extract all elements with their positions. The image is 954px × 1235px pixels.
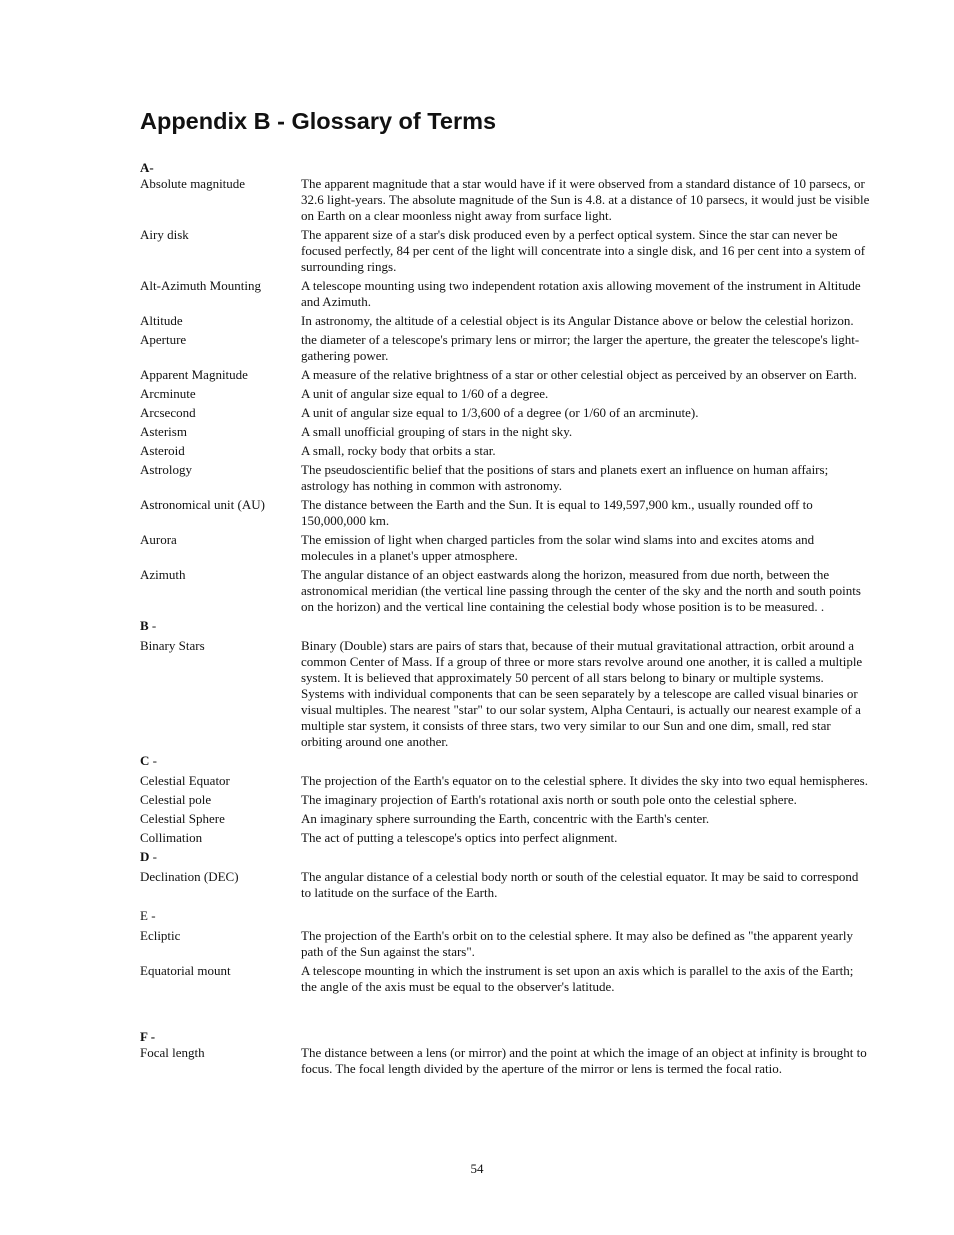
glossary-entry (140, 313, 870, 329)
entry-definition: Binary (Double) stars are pairs of stars that, because of their mutual gravitational attraction, orbit around a common Center of Mass. If a group of three or more stars revolve around one another, it is called a multiple system. It is believed that approximately 50 percent of all stars belong to binary or multiple systems. Systems with individual components that can be seen separately by a telescope are called visual binaries or visual multiples. The nearest "star" to our solar system, Alpha Centauri, is actually our nearest example of a multiple star system, it consists of three stars, two very similar to our Sun and one dim, small, red star orbiting around one another. (301, 638, 863, 749)
entry-term: Astrology (140, 462, 192, 477)
glossary-entry (140, 811, 870, 827)
entry-term: Apparent Magnitude (140, 367, 248, 382)
entry-definition: An imaginary sphere surrounding the Earth, concentric with the Earth's center. (301, 811, 710, 826)
glossary-entry (140, 773, 870, 789)
section-heading-a: A- (140, 160, 154, 175)
glossary-entry (140, 424, 870, 440)
glossary-entry (140, 792, 870, 808)
glossary-entry (140, 176, 870, 224)
entry-definition: The projection of the Earth's orbit on to the celestial sphere. It may also be defined as "the apparent yearly path of the Sun against the stars". (301, 928, 854, 959)
entry-term: Airy disk (140, 227, 189, 242)
glossary-entry (140, 405, 870, 421)
entry-definition: The angular distance of an object eastwards along the horizon, measured from due north, between the astronomical meridian (the vertical line passing through the center of the sky and the north and south points on the horizon) and the vertical line containing the celestial body whose position is to be measured. . (301, 567, 861, 614)
entry-term: Celestial pole (140, 792, 212, 807)
entry-definition: The act of putting a telescope's optics into perfect alignment. (301, 830, 618, 845)
entry-definition: The distance between a lens (or mirror) and the point at which the image of an object at infinity is brought to focus. The focal length divided by the aperture of the mirror or lens is termed the focal ratio. (301, 1045, 867, 1076)
page-number: 54 (470, 1161, 484, 1176)
entry-definition: A unit of angular size equal to 1/3,600 of a degree (or 1/60 of an arcminute). (301, 405, 699, 420)
entry-definition: A small unofficial grouping of stars in the night sky. (301, 424, 573, 439)
glossary-entry (140, 367, 870, 383)
glossary-entry (140, 278, 870, 310)
entry-definition: The apparent magnitude that a star would have if it were observed from a standard distance of 10 parsecs, or 32.6 light-years. The absolute magnitude of the Sun is 4.8. at a distance of 10 parsecs, it would just be visible on Earth on a clear moonless night away from surface light. (301, 176, 870, 223)
section-heading-b: B - (140, 618, 157, 633)
entry-term: Arcminute (140, 386, 196, 401)
entry-term: Arcsecond (140, 405, 196, 420)
entry-term: Absolute magnitude (140, 176, 246, 191)
entry-definition: The pseudoscientific belief that the positions of stars and planets exert an influence on human affairs; astrology has nothing in common with astronomy. (301, 462, 829, 493)
glossary-entry (140, 963, 870, 995)
entry-term: Declination (DEC) (140, 869, 239, 884)
entry-definition: A unit of angular size equal to 1/60 of a degree. (301, 386, 549, 401)
glossary-entry (140, 1045, 870, 1077)
glossary-entry (140, 462, 870, 494)
entry-term: Astronomical unit (AU) (140, 497, 265, 512)
entry-term: Equatorial mount (140, 963, 231, 978)
entry-term: Binary Stars (140, 638, 205, 653)
entry-definition: In astronomy, the altitude of a celestial object is its Angular Distance above or below the celestial horizon. (301, 313, 854, 328)
glossary-entry (140, 869, 870, 901)
entry-term: Ecliptic (140, 928, 181, 943)
glossary-entry (140, 928, 870, 960)
entry-definition: the diameter of a telescope's primary lens or mirror; the larger the aperture, the greater the telescope's light-gathering power. (301, 332, 860, 363)
entry-term: Alt-Azimuth Mounting (140, 278, 261, 293)
section-heading-e: E - (140, 908, 156, 923)
entry-definition: The apparent size of a star's disk produced even by a perfect optical system. Since the star can never be focused perfectly, 84 per cent of the light will concentrate into a single disk, and 16 per cent into a system of surrounding rings. (301, 227, 866, 274)
glossary-entry (140, 332, 870, 364)
entry-term: Aurora (140, 532, 177, 547)
glossary-entry (140, 638, 870, 750)
glossary-entry (140, 532, 870, 564)
entry-term: Aperture (140, 332, 187, 347)
entry-definition: The imaginary projection of Earth's rotational axis north or south pole onto the celestial sphere. (301, 792, 797, 807)
section-heading-d: D - (140, 849, 157, 864)
entry-term: Asterism (140, 424, 187, 439)
section-heading-f: F - (140, 1029, 156, 1044)
glossary-entry (140, 443, 870, 459)
page-title: Appendix B - Glossary of Terms (140, 108, 497, 134)
glossary-entry (140, 830, 870, 846)
entry-definition: The emission of light when charged particles from the solar wind slams into and excites atoms and molecules in a planet's upper atmosphere. (301, 532, 815, 563)
glossary-entry (140, 227, 870, 275)
entry-term: Focal length (140, 1045, 205, 1060)
glossary (140, 160, 870, 1080)
entry-term: Azimuth (140, 567, 186, 582)
entry-term: Asteroid (140, 443, 185, 458)
entry-definition: A measure of the relative brightness of a star or other celestial object as perceived by an observer on Earth. (301, 367, 857, 382)
entry-term: Celestial Equator (140, 773, 230, 788)
entry-term: Collimation (140, 830, 203, 845)
section-heading-c: C - (140, 753, 157, 768)
entry-definition: A telescope mounting using two independent rotation axis allowing movement of the instrument in Altitude and Azimuth. (301, 278, 861, 309)
glossary-entry (140, 567, 870, 615)
entry-definition: The angular distance of a celestial body north or south of the celestial equator. It may be said to correspond to latitude on the surface of the Earth. (301, 869, 859, 900)
entry-definition: A small, rocky body that orbits a star. (301, 443, 496, 458)
entry-definition: The projection of the Earth's equator on to the celestial sphere. It divides the sky into two equal hemispheres. (301, 773, 868, 788)
glossary-entry (140, 497, 870, 529)
entry-definition: The distance between the Earth and the Sun. It is equal to 149,597,900 km., usually rounded off to 150,000,000 km. (301, 497, 813, 528)
entry-term: Altitude (140, 313, 183, 328)
entry-term: Celestial Sphere (140, 811, 225, 826)
entry-definition: A telescope mounting in which the instrument is set upon an axis which is parallel to the axis of the Earth; the angle of the axis must be equal to the observer's latitude. (301, 963, 854, 994)
glossary-entry (140, 386, 870, 402)
spacer (140, 998, 870, 1029)
